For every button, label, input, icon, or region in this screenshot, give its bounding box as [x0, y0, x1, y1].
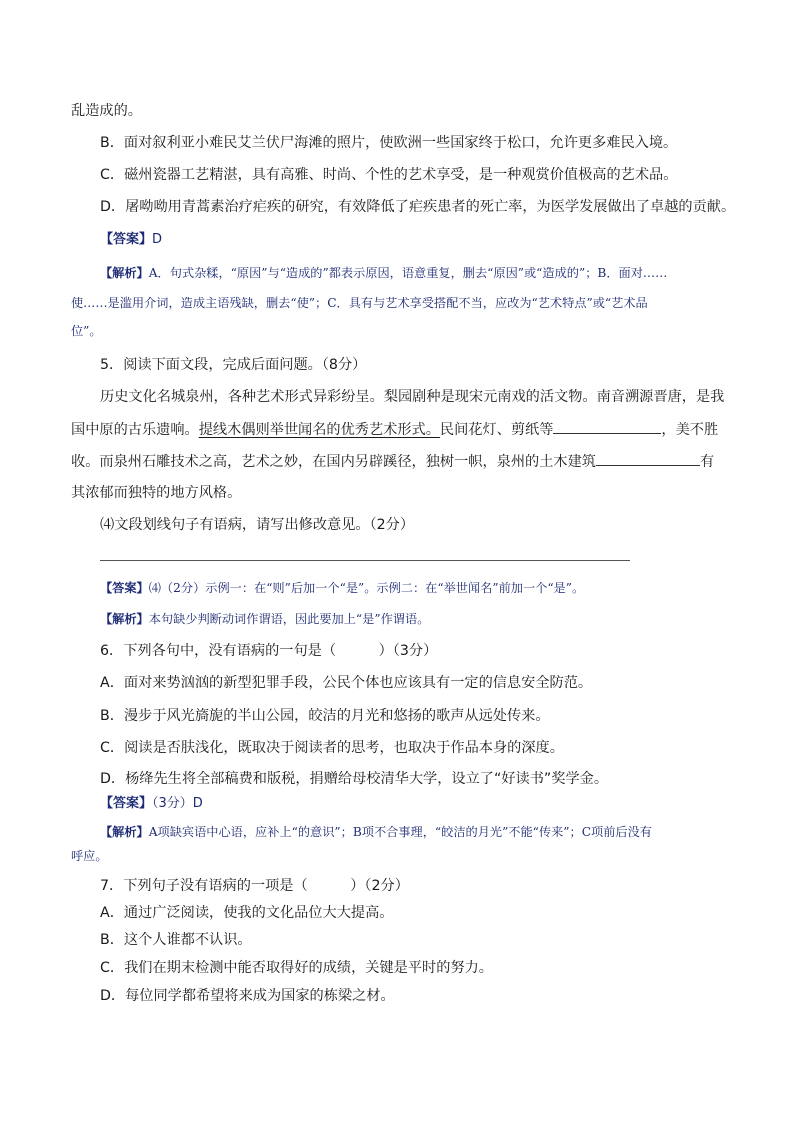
q7-option-a: A．通过广泛阅读，使我的文化品位大大提高。	[100, 905, 394, 921]
passage-text: ，美不胜	[661, 422, 719, 438]
answer-tag: 【答案】	[100, 581, 149, 595]
answer-value: （3分）D	[152, 796, 203, 811]
q6-analysis-line-1	[100, 823, 652, 841]
fill-blank[interactable]	[553, 419, 661, 434]
analysis-tag: 【解析】	[100, 266, 149, 280]
q4-option-c: C．磁州瓷器工艺精湛，具有高雅、时尚、个性的艺术享受，是一种观赏价值极高的艺术品。	[100, 167, 678, 183]
q7-option-b: B．这个人谁都不认识。	[100, 932, 252, 948]
fill-blank[interactable]	[596, 451, 700, 466]
q7-option-d: D．每位同学都希望将来成为国家的栋梁之材。	[100, 988, 395, 1004]
passage-text: 民间花灯、剪纸等	[439, 422, 554, 438]
q4-stem-continuation: 乱造成的。	[71, 103, 142, 119]
answer-line[interactable]	[100, 560, 630, 561]
q7-stem: 7．下列句子没有语病的一项是（ ）（2分）	[100, 878, 409, 894]
q5-analysis	[100, 610, 429, 628]
q5-answer	[100, 579, 584, 597]
analysis-text: 本句缺少判断动词作谓语，因此要加上“是”作谓语。	[148, 612, 430, 626]
q4-analysis-line-1	[100, 264, 667, 282]
analysis-tag: 【解析】	[100, 825, 149, 839]
q4-option-b: B．面对叙利亚小难民艾兰伏尸海滩的照片，使欧洲一些国家终于松口，允许更多难民入境。	[100, 135, 678, 151]
q6-answer	[100, 795, 203, 813]
answer-tag: 【答案】	[100, 232, 153, 247]
q5-stem: 5．阅读下面文段，完成后面问题。（8分）	[100, 357, 367, 373]
q6-option-c: C．阅读是否肤浅化，既取决于阅读者的思考，也取决于作品本身的深度。	[100, 740, 564, 756]
answer-value: D	[152, 232, 163, 247]
q5-passage-line-4: 其浓郁而独特的地方风格。	[71, 485, 242, 501]
q5-passage-line-1: 历史文化名城泉州，各种艺术形式异彩纷呈。梨园剧种是现宋元南戏的活文物。南音溯源晋唐，是我	[100, 389, 725, 405]
analysis-text: A．句式杂糅，“原因”与“造成的”都表示原因，语意重复，删去“原因”或“造成的”；B．面对……	[148, 266, 668, 280]
q6-option-d: D．杨绛先生将全部稿费和版税，捐赠给母校清华大学，设立了“好读书”奖学金。	[100, 771, 609, 787]
answer-value: ⑷（2分）示例一：在“则”后加一个“是”。示例二：在“举世闻名”前加一个“是”。	[148, 581, 585, 595]
passage-text: 国中原的古乐遗响。	[71, 422, 199, 438]
q4-option-d: D．屠呦呦用青蒿素治疗疟疾的研究，有效降低了疟疾患者的死亡率，为医学发展做出了卓越的贡献。	[100, 199, 736, 215]
underlined-sentence: 提线木偶则举世闻名的优秀艺术形式。	[198, 422, 440, 438]
passage-text: 有	[699, 454, 715, 470]
answer-tag: 【答案】	[100, 796, 153, 811]
q4-analysis-line-3: 位”。	[71, 324, 102, 338]
q4-analysis-line-2: 使……是滥用介词，造成主语残缺，删去“使”；C．具有与艺术享受搭配不当，应改为“艺术特点”或“艺术品	[71, 296, 648, 310]
q6-analysis-line-2: 呼应。	[71, 849, 108, 863]
q5-passage-line-3	[71, 451, 714, 472]
q6-option-b: B．漫步于风光旖旎的半山公园，皎洁的月光和悠扬的歌声从远处传来。	[100, 708, 550, 724]
analysis-text: A项缺宾语中心语，应补上“的意识”；B项不合事理，“皎洁的月光”不能“传来”；C项前后没有	[148, 825, 652, 839]
q4-answer	[100, 231, 162, 249]
q5-passage-line-2	[71, 419, 718, 440]
analysis-tag: 【解析】	[100, 612, 149, 626]
q7-option-c: C．我们在期末检测中能否取得好的成绩，关键是平时的努力。	[100, 960, 493, 976]
q6-stem: 6．下列各句中，没有语病的一句是（ ）（3分）	[100, 643, 438, 659]
q6-option-a: A．面对来势汹汹的新型犯罪手段，公民个体也应该具有一定的信息安全防范。	[100, 675, 593, 691]
passage-text: 收。而泉州石雕技术之高，艺术之妙，在国内另辟蹊径，独树一帜，泉州的土木建筑	[71, 454, 596, 470]
q5-sub-question: ⑷文段划线句子有语病，请写出修改意见。（2分）	[100, 517, 415, 533]
